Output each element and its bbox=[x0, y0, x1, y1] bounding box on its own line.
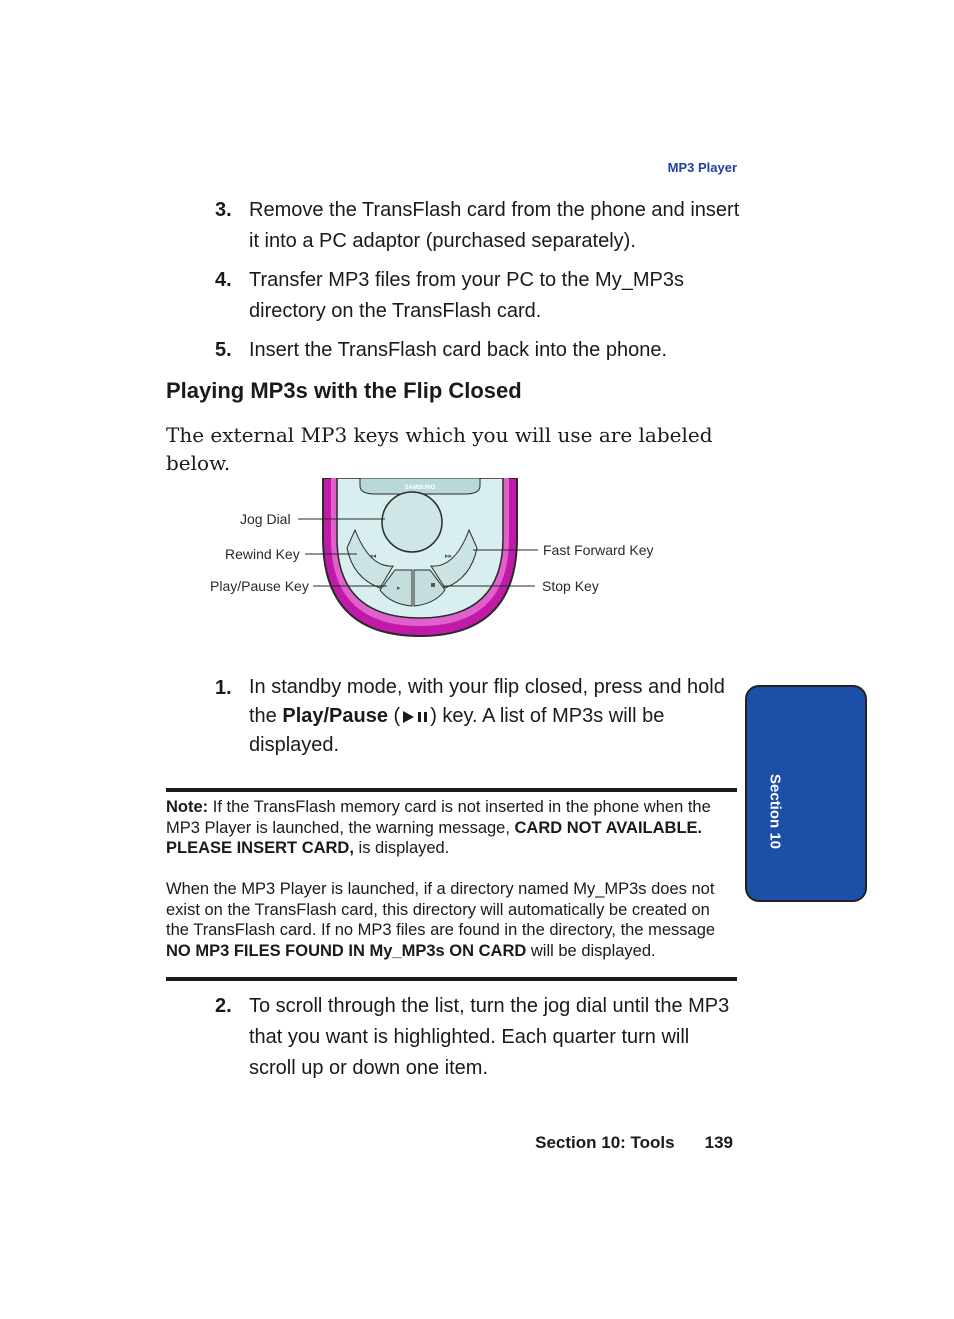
note-text: will be displayed. bbox=[526, 941, 656, 960]
note-paragraph-1 bbox=[166, 797, 737, 859]
step-number: 1. bbox=[215, 677, 232, 699]
note-top-rule bbox=[166, 788, 737, 792]
step-3 bbox=[215, 195, 740, 257]
note-label: Note: bbox=[166, 798, 209, 816]
label-jog-dial: Jog Dial bbox=[240, 511, 291, 527]
svg-text:▸: ▸ bbox=[397, 584, 401, 592]
label-rewind-key: Rewind Key bbox=[225, 546, 300, 562]
note-bottom-rule bbox=[166, 977, 737, 981]
footer-section: Section 10: Tools bbox=[535, 1133, 675, 1152]
label-fast-forward-key: Fast Forward Key bbox=[543, 542, 654, 558]
step-text bbox=[249, 673, 740, 760]
label-play-pause-key: Play/Pause Key bbox=[210, 578, 309, 594]
section-tab-label: Section 10 bbox=[766, 773, 784, 849]
svg-text:◂◂: ◂◂ bbox=[369, 552, 377, 560]
running-head: MP3 Player bbox=[667, 160, 737, 175]
brand-label: SAMSUNG bbox=[404, 485, 436, 491]
no-files-message: NO MP3 FILES FOUND IN My_MP3s ON CARD bbox=[166, 941, 527, 960]
page-footer bbox=[500, 1133, 733, 1153]
phone-keys-figure bbox=[205, 478, 665, 638]
play-pause-icon bbox=[400, 709, 430, 725]
step-text: Remove the TransFlash card from the phone and insert it into a PC adaptor (purchased separately). bbox=[249, 199, 740, 252]
step-number: 4. bbox=[215, 269, 232, 291]
section-heading: Playing MP3s with the Flip Closed bbox=[166, 378, 522, 403]
step-4 bbox=[215, 265, 740, 327]
note-text: If the TransFlash memory card is not inserted in the phone when the MP3 Player is launched, the warning message, bbox=[166, 798, 711, 837]
step-text: Transfer MP3 files from your PC to the My_MP3s directory on the TransFlash card. bbox=[249, 269, 684, 322]
step-text-part: ( bbox=[387, 705, 401, 727]
step-number: 5. bbox=[215, 339, 232, 361]
step-number: 2. bbox=[215, 995, 232, 1017]
step-text-part: ) key. A list of MP3s will be displayed. bbox=[249, 705, 665, 756]
intro-paragraph: The external MP3 keys which you will use are labeled below. bbox=[166, 423, 713, 475]
key-name: Play/Pause bbox=[282, 705, 388, 727]
note-paragraph-2 bbox=[166, 879, 737, 961]
step-text-part: In standby mode, with your flip closed, press and hold the bbox=[249, 676, 725, 727]
step-5 bbox=[215, 335, 740, 366]
note-text: is displayed. bbox=[353, 839, 450, 857]
step-2 bbox=[215, 991, 740, 1084]
label-stop-key: Stop Key bbox=[542, 578, 599, 594]
step-text: To scroll through the list, turn the jog dial until the MP3 that you want is highlighted. Each quarter turn will scroll up or down one item. bbox=[249, 995, 730, 1079]
warning-message: CARD NOT AVAILABLE. PLEASE INSERT CARD, bbox=[166, 818, 703, 857]
phone-illustration bbox=[205, 478, 665, 638]
svg-text:▸▸: ▸▸ bbox=[445, 552, 453, 560]
step-number: 3. bbox=[215, 199, 232, 221]
step-1 bbox=[215, 673, 740, 760]
step-text: Insert the TransFlash card back into the phone. bbox=[249, 339, 668, 361]
jog-dial bbox=[382, 492, 442, 552]
page-number: 139 bbox=[704, 1133, 733, 1152]
note-text: When the MP3 Player is launched, if a directory named My_MP3s does not exist on the TransFlash card, this directory will automatically be created on the TransFlash card. If no MP3 files are found in the directory, the message bbox=[166, 880, 716, 939]
section-tab bbox=[745, 685, 867, 902]
